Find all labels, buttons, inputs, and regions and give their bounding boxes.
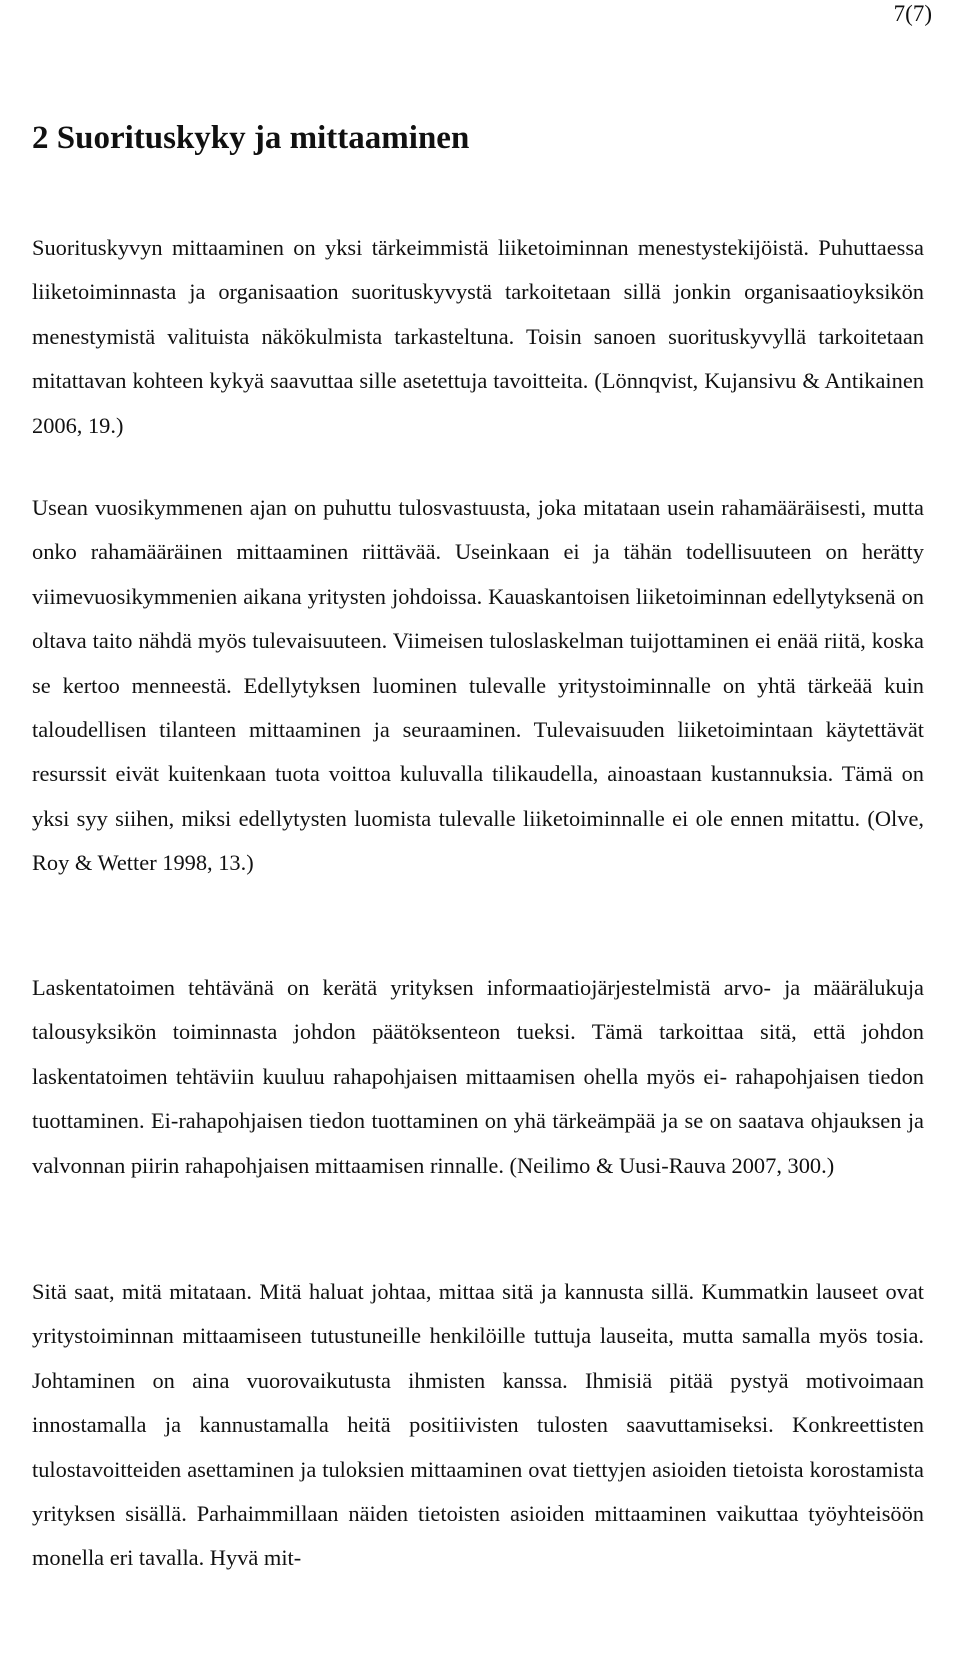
section-heading: 2 Suorituskyky ja mittaaminen (32, 120, 470, 156)
body-paragraph-1: Suorituskyvyn mittaaminen on yksi tärkeimmistä liiketoiminnan menestystekijöistä. Puhuttaessa liiketoiminnasta ja organisaation suorituskyvystä tarkoitetaan sillä jonkin organisaatioyksikön menestymistä valituista näkökulmista tarkasteltuna. Toisin sanoen suorituskyvyllä tarkoitetaan mitattavan kohteen kykyä saavuttaa sille asetettuja tavoitteita. (Lönnqvist, Kujansivu & Antikainen 2006, 19.) (32, 235, 924, 438)
page-number: 7(7) (893, 1, 932, 26)
body-paragraph-2: Usean vuosikymmenen ajan on puhuttu tulosvastuusta, joka mitataan usein rahamääräisesti, mutta onko rahamääräinen mittaaminen riittävää. Useinkaan ei ja tähän todellisuuteen on herätty viimevuosikymmenien aikana yritysten johdoissa. Kauaskantoisen liiketoiminnan edellytyksenä on oltava taito nähdä myös tulevaisuuteen. Viimeisen tuloslaskelman tuijottaminen ei enää riitä, koska se kertoo menneestä. Edellytyksen luominen tulevalle yritystoiminnalle on yhtä tärkeää kuin taloudellisen tilanteen mittaaminen ja seuraaminen. Tulevaisuuden liiketoimintaan käytettävät resurssit eivät kuitenkaan tuota voittoa kuluvalla tilikaudella, ainoastaan kustannuksia. Tämä on yksi syy siihen, miksi edellytysten luomista tulevalle liiketoiminnalle ei ole ennen mitattu. (Olve, Roy & Wetter 1998, 13.) (32, 495, 924, 876)
body-paragraph-3: Laskentatoimen tehtävänä on kerätä yrityksen informaatiojärjestelmistä arvo- ja määrälukuja talousyksikön toiminnasta johdon päätöksenteon tueksi. Tämä tarkoittaa sitä, että johdon laskentatoimen tehtäviin kuuluu rahapohjaisen mittaamisen ohella myös ei- rahapohjaisen tiedon tuottaminen. Ei-rahapohjaisen tiedon tuottaminen on yhä tärkeämpää ja se on saatava ohjauksen ja valvonnan piirin rahapohjaisen mittaamisen rinnalle. (Neilimo & Uusi-Rauva 2007, 300.) (32, 975, 924, 1178)
body-paragraph-4: Sitä saat, mitä mitataan. Mitä haluat johtaa, mittaa sitä ja kannusta sillä. Kummatkin lauseet ovat yritystoiminnan mittaamiseen tutustuneille henkilöille tuttuja lauseita, mutta samalla myös tosia. Johtaminen on aina vuorovaikutusta ihmisten kanssa. Ihmisiä pitää pystyä motivoimaan innostamalla ja kannustamalla heitä positiivisten tulosten saavuttamiseksi. Konkreettisten tulostavoitteiden asettaminen ja tuloksien mittaaminen ovat tiettyjen asioiden tietoista korostamista yrityksen sisällä. Parhaimmillaan näiden tietoisten asioiden mittaaminen vaikuttaa työyhteisöön monella eri tavalla. Hyvä mit- (32, 1279, 924, 1571)
